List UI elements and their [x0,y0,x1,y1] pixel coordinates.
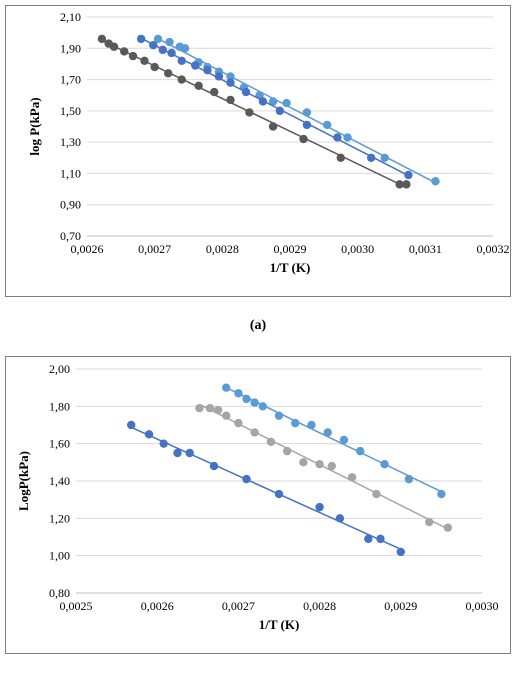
chart-b-series-1-point [234,389,242,397]
chart-a-frame [5,5,511,297]
chart-a-series-1-point [282,99,290,107]
chart-b-x-tick-label: 0,0025 [59,599,93,613]
chart-a-y-tick-label: 1,30 [60,135,81,150]
chart-b-y-tick-label: 1,00 [49,548,70,563]
chart-b-series-1-point [250,398,258,406]
chart-a-series-3-point [178,75,186,83]
chart-a-series-2-point [367,154,375,162]
chart-a-x-tick-label: 0,0027 [138,242,172,256]
chart-a-x-tick-label: 0,0031 [408,242,442,256]
chart-a-series-2-point [191,61,199,69]
chart-b-series-3-point [159,439,167,447]
chart-b-series-1-point [437,490,445,498]
chart-a-series-3-point [402,180,410,188]
chart-b-series-2-point [283,447,291,455]
chart-b-x-tick-label: 0,0028 [303,599,337,613]
chart-a-series-1-point [303,108,311,116]
chart-b-y-tick-label: 1,20 [49,511,70,526]
chart-b-y-tick-label: 0,80 [49,586,70,600]
chart-a-series-3-point [245,108,253,116]
chart-b-x-tick-label: 0,0027 [221,599,255,613]
chart-b-series-2-point [315,460,323,468]
chart-b-series-3-trendline [131,427,401,549]
chart-a-series-3-point [269,122,277,130]
chart-a-y-tick-label: 2,10 [60,10,81,24]
chart-b-series-3-point [173,449,181,457]
chart-b-series-2-point [234,419,242,427]
chart-b-series-1-point [291,419,299,427]
chart-a-series-3-point [210,88,218,96]
chart-b-x-tick-label: 0,0026 [140,599,174,613]
chart-a-series-2-point [259,97,267,105]
chart-a-x-tick-label: 0,0028 [205,242,239,256]
chart-a-y-tick-label: 1,90 [60,41,81,56]
chart-b-series-2-point [250,428,258,436]
chart-b-frame [5,356,511,654]
chart-a-series-3-point [299,135,307,143]
chart-a-series-2-point [242,88,250,96]
chart-b-y-tick-label: 1,40 [49,474,70,488]
chart-b-x-axis-title: 1/T (K) [258,617,300,632]
chart-a-series-3-point [129,52,137,60]
chart-b-series-3-point [336,514,344,522]
chart-b-series-2-point [328,462,336,470]
chart-b-series-2-point [299,458,307,466]
chart-a-series-1-point [343,133,351,141]
chart-a-series-3-point [164,69,172,77]
chart-a-series-1-point [381,154,389,162]
chart-a-series-3-point [120,47,128,55]
chart-b-series-1-point [275,411,283,419]
chart-a-series-2-point [137,35,145,43]
chart-b-series-1-point [242,395,250,403]
chart-b-y-tick-label: 1,80 [49,399,70,414]
chart-b-series-1-point [380,460,388,468]
chart-a-series-2-point [333,133,341,141]
chart-a-series-3-point [140,57,148,65]
chart-b-y-tick-label: 2,00 [49,362,70,376]
chart-a-series-2-point [167,49,175,57]
chart-b-y-tick-label: 1,60 [49,436,70,451]
chart-a-series-1-point [431,177,439,185]
chart-b-series-2-point [222,411,230,419]
chart-a-series-2-point [404,171,412,179]
chart-b-series-2-point [195,404,203,412]
chart-a-series-3-point [194,82,202,90]
chart-a-series-2-point [203,66,211,74]
chart-b-y-axis-title: LogP(kPa) [16,451,31,511]
chart-b-x-tick-label: 0,0030 [465,599,499,613]
chart-b-series-2-point [425,518,433,526]
chart-b-series-3-point [364,535,372,543]
chart-b-x-tick-label: 0,0029 [384,599,418,613]
chart-a-series-3-point [110,43,118,51]
chart-a-y-tick-label: 0,90 [60,197,81,212]
chart-b-series-3-point [210,462,218,470]
chart-a-series-3-point [226,96,234,104]
chart-a-series-2-point [215,72,223,80]
chart-b-series-2-point [372,490,380,498]
chart-a-series-1-point [165,38,173,46]
chart-b [6,357,510,653]
chart-a-y-tick-label: 1,70 [60,72,81,87]
chart-a-series-2-point [178,57,186,65]
chart-b-series-2-point [348,473,356,481]
chart-a-series-1-point [323,121,331,129]
chart-b-series-1-point [356,447,364,455]
chart-a-caption: (a) [249,318,267,333]
chart-b-series-1-point [405,475,413,483]
chart-a-series-3-point [150,63,158,71]
chart-a-y-tick-label: 1,50 [60,103,81,118]
chart-b-series-3-point [275,490,283,498]
chart-a-series-3-point [337,154,345,162]
chart-a-x-tick-label: 0,0026 [70,242,104,256]
chart-a-series-2-point [303,121,311,129]
chart-b-series-3-point [185,449,193,457]
chart-b-series-3-point [145,430,153,438]
chart-b-series-1-point [307,421,315,429]
chart-a-x-axis-title: 1/T (K) [269,260,311,275]
chart-a-x-tick-label: 0,0029 [273,242,307,256]
chart-b-series-1-point [324,428,332,436]
chart-b-series-2-point [214,406,222,414]
chart-a-y-axis-title: log P(kPa) [27,97,42,156]
chart-b-series-1-point [259,402,267,410]
chart-b-series-2-point [206,404,214,412]
chart-b-series-1-point [340,436,348,444]
chart-b-series-3-point [127,421,135,429]
chart-a-series-3-point [98,35,106,43]
chart-a-x-tick-label: 0,0032 [476,242,510,256]
chart-b-series-2-point [267,438,275,446]
chart-b-series-3-point [242,475,250,483]
chart-a-x-tick-label: 0,0030 [341,242,375,256]
chart-a-series-1-point [181,44,189,52]
chart-a-series-2-point [276,107,284,115]
chart-a-series-2-point [226,79,234,87]
chart-b-series-3-point [376,535,384,543]
chart-b-series-3-point [315,503,323,511]
chart-a-series-2-point [149,41,157,49]
chart-a-y-tick-label: 0,70 [60,229,81,243]
chart-b-series-2-point [444,523,452,531]
chart-a-series-2-point [159,46,167,54]
chart-a [6,6,510,296]
chart-b-series-1-point [222,383,230,391]
chart-b-series-3-point [397,548,405,556]
chart-a-y-tick-label: 1,10 [60,166,81,181]
